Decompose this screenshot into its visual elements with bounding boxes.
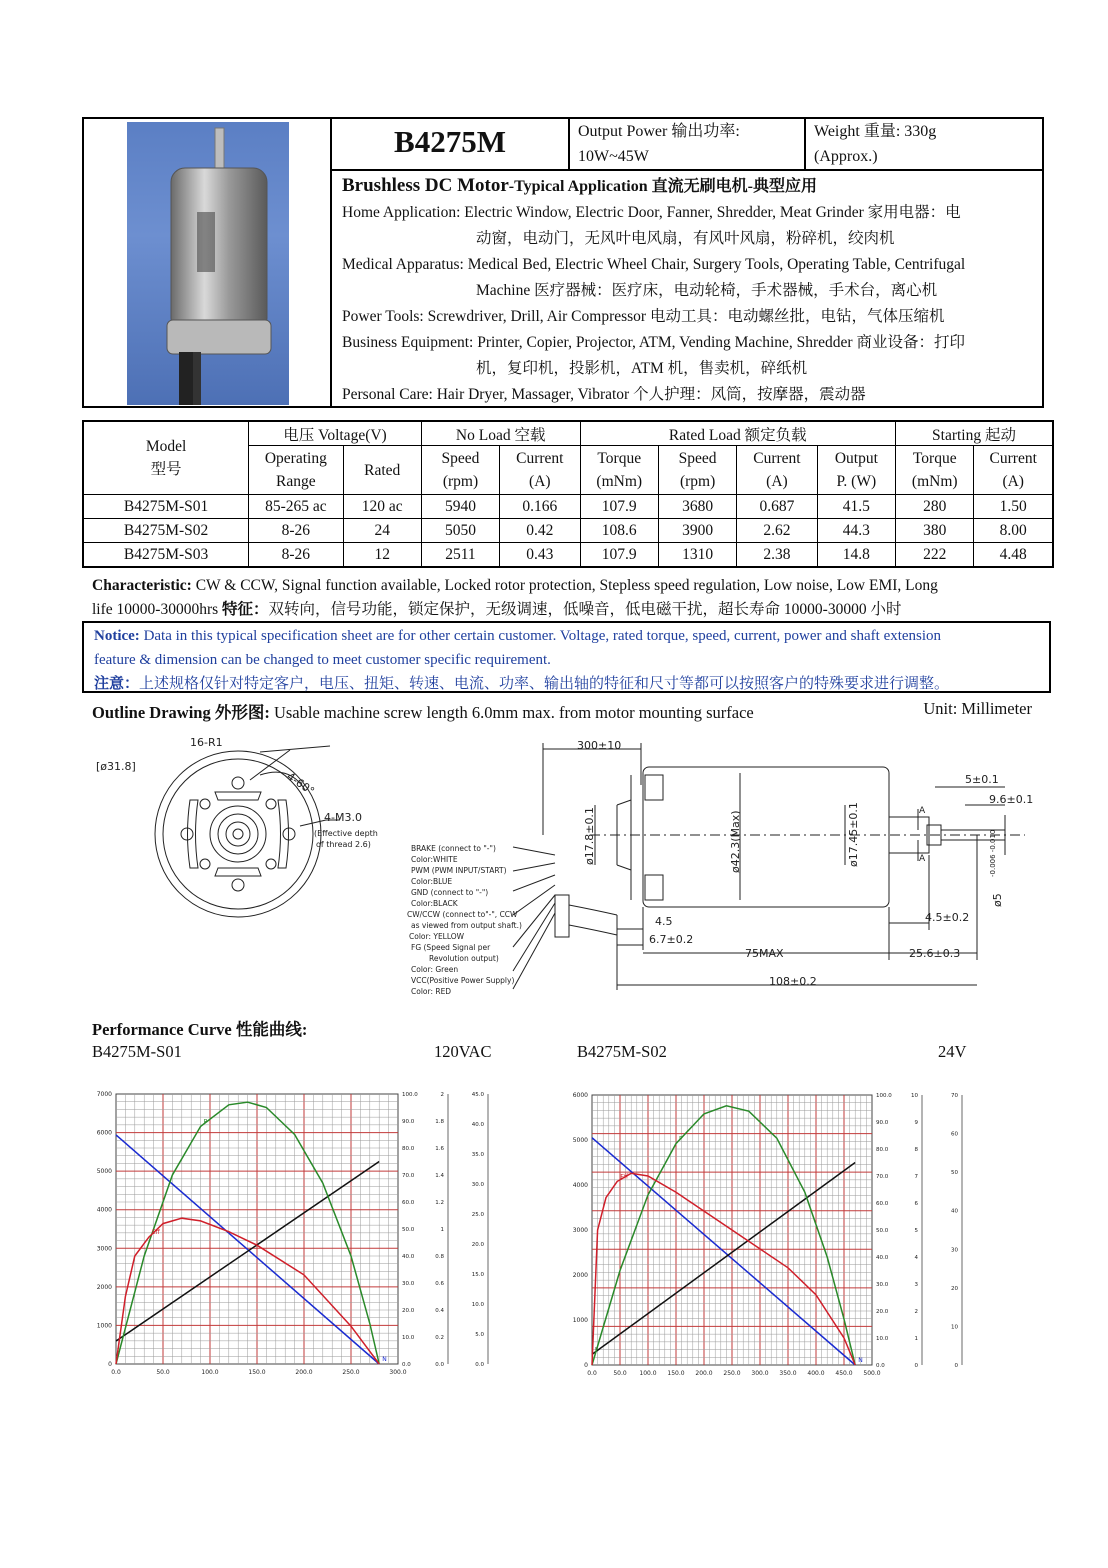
- cell: 2511: [421, 543, 499, 568]
- x-tick-label: 0.0: [587, 1370, 597, 1377]
- dim-6-7: 6.7±0.2: [649, 933, 694, 946]
- y-tick-label: 7000: [96, 1091, 112, 1098]
- front-depth-2: of thread 2.6): [316, 840, 371, 849]
- right-tick-label: 40.0: [471, 1122, 484, 1128]
- cell: 1310: [658, 543, 736, 568]
- right-tick-label: 60.0: [876, 1201, 889, 1207]
- wire-label: CW/CCW (connect to"-", CCW: [407, 910, 518, 919]
- y-tick-label: 4000: [572, 1182, 588, 1189]
- right-tick-label: 0.0: [435, 1362, 444, 1368]
- sub-noload-speed: [421, 446, 499, 495]
- characteristic-text: CW & CCW, Signal function available, Locked rotor protection, Stepless speed regulation, Low noise, Low EMI, Long: [191, 577, 938, 594]
- right-tick-label: 15.0: [471, 1272, 484, 1278]
- right-tick-label: 35.0: [471, 1152, 484, 1158]
- sub-line: Range: [276, 473, 316, 490]
- dim-17-8: ø17.8±0.1: [583, 807, 596, 865]
- sub-line: Speed: [441, 450, 480, 467]
- outline-label: Outline Drawing 外形图:: [92, 703, 270, 722]
- sub-start-current: [974, 446, 1053, 495]
- dim-42-3: ø42.3(Max): [729, 810, 742, 873]
- weight-cell: [806, 119, 1042, 169]
- spec-header-row: [83, 421, 1053, 446]
- personal-care-line: Personal Care: Hair Dryer, Massager, Vibrator 个人护理：风筒，按摩器，震动器: [342, 386, 866, 403]
- dim-25-6: 25.6±0.3: [909, 947, 961, 960]
- wire-label: GND (connect to "-"): [411, 888, 489, 897]
- cell: 24: [343, 519, 421, 543]
- front-thread: 4-M3.0: [324, 811, 362, 824]
- right-tick-label: 80.0: [876, 1147, 889, 1153]
- right-tick-label: 2: [440, 1092, 444, 1098]
- right-tick-label: 10: [911, 1093, 918, 1099]
- wire-label: PWM (PWM INPUT/START): [411, 866, 507, 875]
- y-tick-label: 2000: [572, 1272, 588, 1279]
- right-tick-label: 10: [951, 1324, 958, 1331]
- sub-line: Operating: [264, 450, 327, 467]
- model-title: B4275M: [394, 124, 506, 159]
- x-tick-label: 300.0: [389, 1369, 407, 1376]
- notice-text: Data in this typical specification sheet are for other certain customer. Voltage, rated torque, speed, current, power and shaft extension: [139, 628, 942, 644]
- right-tick-label: 1: [914, 1336, 918, 1342]
- wire-label: Color:WHITE: [411, 855, 458, 864]
- cell: 5050: [421, 519, 499, 543]
- characteristic-text-cn: 双转向，信号功能，锁定保护，无级调速，低噪音，低电磁干扰，超长寿命 10000-30000 小时: [268, 601, 902, 618]
- sub-line: Torque: [597, 450, 642, 467]
- right-tick-label: 5.0: [475, 1332, 484, 1338]
- y-tick-label: 1000: [572, 1317, 588, 1324]
- sub-line: Current: [753, 450, 801, 467]
- title-sub: -Typical Application: [508, 178, 648, 195]
- dim-5-shaft-tol: -0.006 -0.010: [989, 829, 997, 877]
- right-tick-label: 1.2: [435, 1200, 444, 1206]
- y-tick-label: 1000: [96, 1322, 112, 1330]
- right-tick-label: 100.0: [876, 1093, 892, 1099]
- front-dia: [ø31.8]: [96, 760, 136, 773]
- x-tick-label: 400.0: [807, 1370, 825, 1377]
- characteristic-text-2: life 10000-30000hrs: [92, 601, 223, 618]
- noload-header: No Load 空载: [421, 421, 580, 446]
- sub-rated-current: [737, 446, 817, 495]
- right-tick-label: 0.2: [435, 1335, 444, 1341]
- front-r1: 16-R1: [190, 736, 223, 749]
- right-tick-label: 30.0: [876, 1282, 889, 1288]
- dim-5-shaft: ø5: [991, 893, 1004, 907]
- right-tick-label: 0: [914, 1363, 918, 1369]
- right-tick-label: 1.4: [435, 1173, 444, 1179]
- right-tick-label: 5: [914, 1228, 918, 1234]
- cell: 108.6: [580, 519, 658, 543]
- right-tick-label: 60.0: [402, 1200, 415, 1206]
- cell: 222: [896, 543, 974, 568]
- right-tick-label: 20.0: [876, 1309, 889, 1315]
- dim-108: 108±0.2: [769, 975, 817, 988]
- title-row: [332, 119, 1042, 171]
- dim-5: 5±0.1: [965, 773, 999, 786]
- right-model: B4275M-S02: [577, 1042, 667, 1061]
- notice-text-cn: 上述规格仅针对特定客户，电压、扭矩、转速、电流、功率、输出轴的特征和尺寸等都可以按照客户的特殊要求进行调整。: [139, 676, 950, 692]
- motor-image-icon: [127, 122, 289, 405]
- cell: 4.48: [974, 543, 1053, 568]
- title-cn: 直流无刷电机-典型应用: [647, 178, 817, 195]
- dim-4-5-right: 4.5±0.2: [925, 911, 970, 924]
- wire-label: Color: YELLOW: [409, 932, 465, 941]
- motor-photo: [127, 122, 289, 405]
- sub-line: (A): [1002, 473, 1024, 490]
- performance-heading: Performance Curve 性能曲线:: [92, 1020, 308, 1039]
- right-tick-label: 25.0: [471, 1212, 484, 1218]
- x-tick-label: 500.0: [863, 1370, 881, 1377]
- right-tick-label: 40.0: [402, 1254, 415, 1260]
- starting-header: Starting 起动: [896, 421, 1053, 446]
- front-angle: 4-60°: [284, 769, 317, 798]
- model-header-en: Model: [145, 438, 187, 455]
- wire-label: Color:BLUE: [411, 877, 453, 886]
- series-label: N: [382, 1356, 387, 1363]
- cell: 41.5: [817, 495, 895, 519]
- sub-rated-torque: [580, 446, 658, 495]
- right-tick-label: 60: [951, 1131, 958, 1138]
- right-tick-label: 70.0: [402, 1173, 415, 1179]
- right-tick-label: 7: [914, 1174, 918, 1180]
- right-tick-label: 0: [954, 1363, 958, 1369]
- sub-line: (mNm): [596, 473, 643, 490]
- outline-text: Usable machine screw length 6.0mm max. from motor mounting surface: [269, 703, 754, 722]
- right-tick-label: 70.0: [876, 1174, 889, 1180]
- sub-line: Current: [516, 450, 564, 467]
- y-tick-label: 0: [108, 1361, 112, 1368]
- dim-300: 300±10: [577, 739, 622, 752]
- outline-heading: [92, 699, 1042, 723]
- cell: 3900: [658, 519, 736, 543]
- cell: 5940: [421, 495, 499, 519]
- series-label: Eff: [151, 1229, 160, 1237]
- cell: 44.3: [817, 519, 895, 543]
- model-cell: [332, 119, 570, 169]
- dim-9-6: 9.6±0.1: [989, 793, 1034, 806]
- section-a-bottom: A: [919, 854, 926, 864]
- sub-line: (rpm): [442, 473, 479, 490]
- right-tick-label: 2: [914, 1309, 918, 1315]
- cell: 2.62: [737, 519, 817, 543]
- home-line-2: 动窗，电动门，无风叶电风扇，有风叶风扇，粉碎机，绞肉机: [476, 230, 895, 247]
- cell: 107.9: [580, 543, 658, 568]
- cell: 0.42: [500, 519, 580, 543]
- medical-line-2: Machine 医疗器械：医疗床，电动轮椅，手术器械，手术台，离心机: [476, 282, 938, 299]
- series-label: P: [679, 1135, 683, 1143]
- right-tick-label: 4: [914, 1255, 918, 1261]
- sub-line: (A): [529, 473, 551, 490]
- left-model: B4275M-S01: [92, 1042, 182, 1061]
- output-power-cell: [570, 119, 806, 169]
- table-row: [83, 543, 1053, 568]
- sub-line: (mNm): [911, 473, 958, 490]
- series-label: N: [858, 1357, 863, 1364]
- x-tick-label: 50.0: [156, 1369, 170, 1376]
- right-tick-label: 70: [951, 1093, 958, 1099]
- wire-label: Color: Green: [411, 965, 459, 974]
- right-tick-label: 30: [951, 1247, 958, 1254]
- cell: 0.43: [500, 543, 580, 568]
- cell: 1.50: [974, 495, 1053, 519]
- y-tick-label: 3000: [96, 1245, 112, 1253]
- x-tick-label: 0.0: [111, 1369, 121, 1376]
- photo-cell: [84, 119, 332, 406]
- output-power-value: 10W~45W: [578, 148, 649, 165]
- cell: 380: [896, 519, 974, 543]
- right-tick-label: 10.0: [471, 1302, 484, 1308]
- dim-75: 75MAX: [745, 947, 784, 960]
- cell: 12: [343, 543, 421, 568]
- x-tick-label: 250.0: [342, 1369, 360, 1376]
- business-line-1: Business Equipment: Printer, Copier, Projector, ATM, Vending Machine, Shredder 商业设备：打印: [342, 334, 965, 351]
- right-tick-label: 9: [914, 1120, 918, 1126]
- sub-line: Output: [834, 450, 878, 467]
- cell: B4275M-S03: [83, 543, 249, 568]
- cell: 280: [896, 495, 974, 519]
- y-tick-label: 5000: [572, 1137, 588, 1144]
- characteristic: [92, 574, 1046, 622]
- power-tools-line: Power Tools: Screwdriver, Drill, Air Compressor 电动工具：电动螺丝批，电钻，气体压缩机: [342, 308, 945, 325]
- x-tick-label: 350.0: [779, 1370, 797, 1377]
- right-tick-label: 50: [951, 1170, 958, 1177]
- right-tick-label: 0.6: [435, 1281, 444, 1287]
- right-tick-label: 45.0: [471, 1092, 484, 1098]
- right-tick-label: 30.0: [471, 1182, 484, 1188]
- wire-label: Revolution output): [429, 954, 499, 963]
- x-tick-label: 200.0: [295, 1369, 313, 1376]
- right-tick-label: 40.0: [876, 1255, 889, 1261]
- y-tick-label: 6000: [572, 1092, 588, 1099]
- right-tick-label: 0.8: [435, 1254, 444, 1260]
- right-tick-label: 20: [951, 1285, 958, 1292]
- x-tick-label: 300.0: [751, 1370, 769, 1377]
- cell: 0.687: [737, 495, 817, 519]
- cell: 14.8: [817, 543, 895, 568]
- cell: 3680: [658, 495, 736, 519]
- y-tick-label: 3000: [572, 1227, 588, 1234]
- characteristic-label: Characteristic:: [92, 577, 192, 594]
- right-tick-label: 3: [914, 1282, 918, 1288]
- y-tick-label: 2000: [96, 1283, 112, 1291]
- cell: 120 ac: [343, 495, 421, 519]
- applications-title: [342, 173, 1042, 200]
- right-tick-label: 1: [440, 1227, 444, 1233]
- right-tick-label: 80.0: [402, 1146, 415, 1152]
- right-tick-label: 10.0: [876, 1336, 889, 1342]
- cell: B4275M-S01: [83, 495, 249, 519]
- cell: 2.38: [737, 543, 817, 568]
- performance-chart-s02: [560, 1075, 980, 1390]
- cell: 107.9: [580, 495, 658, 519]
- sub-rated-speed: [658, 446, 736, 495]
- y-tick-label: 4000: [96, 1206, 112, 1214]
- right-tick-label: 50.0: [876, 1228, 889, 1234]
- product-header: [82, 117, 1044, 408]
- cell: 85-265 ac: [249, 495, 343, 519]
- y-tick-label: 0: [584, 1362, 588, 1369]
- model-header-cn: 型号: [150, 461, 182, 478]
- right-tick-label: 8: [914, 1147, 918, 1153]
- front-view-drawing: [90, 730, 400, 920]
- dim-17-45: ø17.45±0.1: [847, 802, 860, 867]
- right-voltage: 24V: [938, 1042, 967, 1061]
- right-tick-label: 6: [914, 1201, 918, 1207]
- sub-line: Torque: [912, 450, 957, 467]
- right-tick-label: 50.0: [402, 1227, 415, 1233]
- left-voltage: 120VAC: [434, 1042, 492, 1061]
- home-line-1: Home Application: Electric Window, Electric Door, Fanner, Shredder, Meat Grinder 家用电器：电: [342, 204, 961, 221]
- right-tick-label: 90.0: [402, 1119, 415, 1125]
- table-row: [83, 495, 1053, 519]
- voltage-header: 电压 Voltage(V): [249, 421, 422, 446]
- sub-operating-range: [249, 446, 343, 495]
- right-tick-label: 1.6: [435, 1146, 444, 1152]
- y-tick-label: 6000: [96, 1129, 112, 1137]
- x-tick-label: 50.0: [613, 1370, 627, 1377]
- sub-line: Speed: [678, 450, 717, 467]
- notice-text-2: feature & dimension can be changed to meet customer specific requirement.: [94, 652, 551, 668]
- wire-label: VCC(Positive Power Supply): [411, 976, 515, 985]
- section-a-top: A: [919, 806, 926, 816]
- wire-label: Color:BLACK: [411, 899, 458, 908]
- sub-line: (rpm): [679, 473, 716, 490]
- model-header: [83, 421, 249, 495]
- cell: 0.166: [500, 495, 580, 519]
- right-tick-label: 30.0: [402, 1281, 415, 1287]
- sub-rated: Rated: [343, 446, 421, 495]
- right-tick-label: 20.0: [471, 1242, 484, 1248]
- characteristic-label-cn: 特征：: [222, 601, 269, 618]
- sub-line: Current: [989, 450, 1037, 467]
- spec-table: [82, 420, 1054, 568]
- applications: [342, 173, 1042, 408]
- right-tick-label: 20.0: [402, 1308, 415, 1314]
- cell: 8-26: [249, 543, 343, 568]
- front-depth-1: (Effective depth: [314, 829, 378, 838]
- side-view-drawing: [405, 735, 1045, 1010]
- table-row: [83, 519, 1053, 543]
- sub-start-torque: [896, 446, 974, 495]
- wire-label: Color: RED: [411, 987, 452, 996]
- notice-box: [82, 621, 1051, 693]
- right-tick-label: 90.0: [876, 1120, 889, 1126]
- right-tick-label: 0.4: [435, 1308, 444, 1314]
- series-label: P: [203, 1118, 208, 1126]
- notice-label-cn: 注意：: [94, 676, 140, 692]
- outline-unit: Unit: Millimeter: [923, 699, 1032, 718]
- series-label: I: [119, 1333, 121, 1341]
- right-tick-label: 10.0: [402, 1335, 415, 1341]
- dim-4-5: 4.5: [655, 915, 673, 928]
- business-line-2: 机，复印机，投影机，ATM 机，售卖机，碎纸机: [476, 360, 808, 377]
- sub-line: P. (W): [836, 473, 877, 490]
- sub-noload-current: [500, 446, 580, 495]
- rated-header: Rated Load 额定负载: [580, 421, 896, 446]
- x-tick-label: 150.0: [667, 1370, 685, 1377]
- x-tick-label: 100.0: [201, 1369, 219, 1376]
- right-tick-label: 0.0: [475, 1362, 484, 1368]
- x-tick-label: 150.0: [248, 1369, 266, 1376]
- weight-label: Weight 重量: 330g: [814, 123, 937, 140]
- y-tick-label: 5000: [96, 1168, 112, 1176]
- right-tick-label: 0.0: [402, 1362, 411, 1368]
- medical-line-1: Medical Apparatus: Medical Bed, Electric Wheel Chair, Surgery Tools, Operating Table, Centrifugal: [342, 256, 966, 273]
- series-label: Eff: [620, 1173, 629, 1181]
- weight-note: (Approx.): [814, 148, 878, 165]
- x-tick-label: 250.0: [723, 1370, 741, 1377]
- right-tick-label: 40: [951, 1208, 958, 1215]
- x-tick-label: 450.0: [835, 1370, 853, 1377]
- sub-line: (A): [766, 473, 788, 490]
- wire-label: BRAKE (connect to "-"): [411, 844, 496, 853]
- sub-output: [817, 446, 895, 495]
- wire-label: as viewed from output shaft.): [411, 921, 522, 930]
- x-tick-label: 200.0: [695, 1370, 713, 1377]
- cell: B4275M-S02: [83, 519, 249, 543]
- title-en: Brushless DC Motor: [342, 175, 509, 196]
- cell: 8-26: [249, 519, 343, 543]
- wire-label: FG (Speed Signal per: [411, 943, 491, 952]
- output-power-label: Output Power 输出功率:: [578, 123, 740, 140]
- performance-chart-s01: [88, 1070, 508, 1390]
- right-tick-label: 1.8: [435, 1119, 444, 1125]
- right-tick-label: 100.0: [402, 1092, 418, 1098]
- series-label: I: [595, 1346, 597, 1354]
- notice-label: Notice:: [94, 628, 140, 644]
- x-tick-label: 100.0: [639, 1370, 657, 1377]
- cell: 8.00: [974, 519, 1053, 543]
- right-tick-label: 0.0: [876, 1363, 885, 1369]
